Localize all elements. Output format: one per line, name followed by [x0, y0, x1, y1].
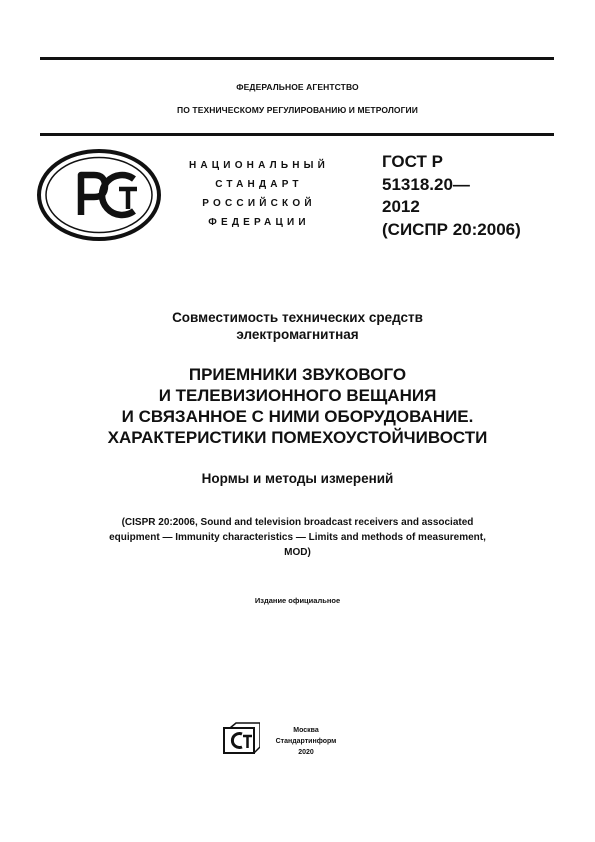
designation-line: 51318.20—: [382, 174, 470, 194]
publisher-year: 2020: [298, 749, 314, 756]
agency-line-2: ПО ТЕХНИЧЕСКОМУ РЕГУЛИРОВАНИЮ И МЕТРОЛОГИИ: [177, 105, 418, 115]
designation-line: (СИСПР 20:2006): [382, 219, 521, 239]
subtitle-line: Совместимость технических средств: [172, 310, 423, 325]
top-rule: [40, 57, 554, 60]
national-standard-line: ФЕДЕРАЦИИ: [208, 217, 310, 228]
cispr-line: MOD): [284, 547, 311, 558]
designation-line: ГОСТ Р: [382, 152, 443, 171]
standartinform-logo-icon: [222, 722, 260, 755]
standard-designation: [382, 151, 521, 241]
norms-subtitle: Нормы и методы измерений: [201, 471, 394, 486]
cispr-line: equipment — Immunity characteristics — Limits and methods of measurement,: [109, 532, 486, 543]
cispr-line: (CISPR 20:2006, Sound and television broadcast receivers and associated: [121, 517, 474, 528]
title-line: И СВЯЗАННОЕ С НИМИ ОБОРУДОВАНИЕ.: [121, 407, 474, 426]
title-line: И ТЕЛЕВИЗИОННОГО ВЕЩАНИЯ: [158, 386, 437, 405]
national-standard-line: НАЦИОНАЛЬНЫЙ: [188, 160, 330, 171]
document-subtitle: [0, 309, 595, 343]
agency-line-1: ФЕДЕРАЛЬНОЕ АГЕНТСТВО: [236, 82, 359, 92]
middle-rule: [40, 133, 554, 136]
rst-certification-logo-icon: [34, 145, 164, 245]
national-standard-line: РОССИЙСКОЙ: [202, 198, 316, 209]
document-title: [0, 364, 595, 448]
title-line: ПРИЕМНИКИ ЗВУКОВОГО: [188, 365, 407, 384]
publisher-city: Москва: [293, 727, 319, 734]
publisher-logo-text: СТИ: [222, 722, 225, 723]
subtitle-line: электромагнитная: [236, 327, 359, 342]
title-line: ХАРАКТЕРИСТИКИ ПОМЕХОУСТОЙЧИВОСТИ: [107, 428, 488, 447]
publisher-block: [270, 725, 342, 758]
national-standard-line: СТАНДАРТ: [215, 179, 303, 190]
designation-line: 2012: [382, 197, 420, 216]
official-edition-label: Издание официальное: [254, 596, 341, 605]
logo-text: РСТ: [99, 195, 101, 196]
cispr-reference: [60, 515, 535, 560]
publisher-name: Стандартинформ: [275, 738, 337, 745]
national-standard-block: [178, 156, 340, 232]
